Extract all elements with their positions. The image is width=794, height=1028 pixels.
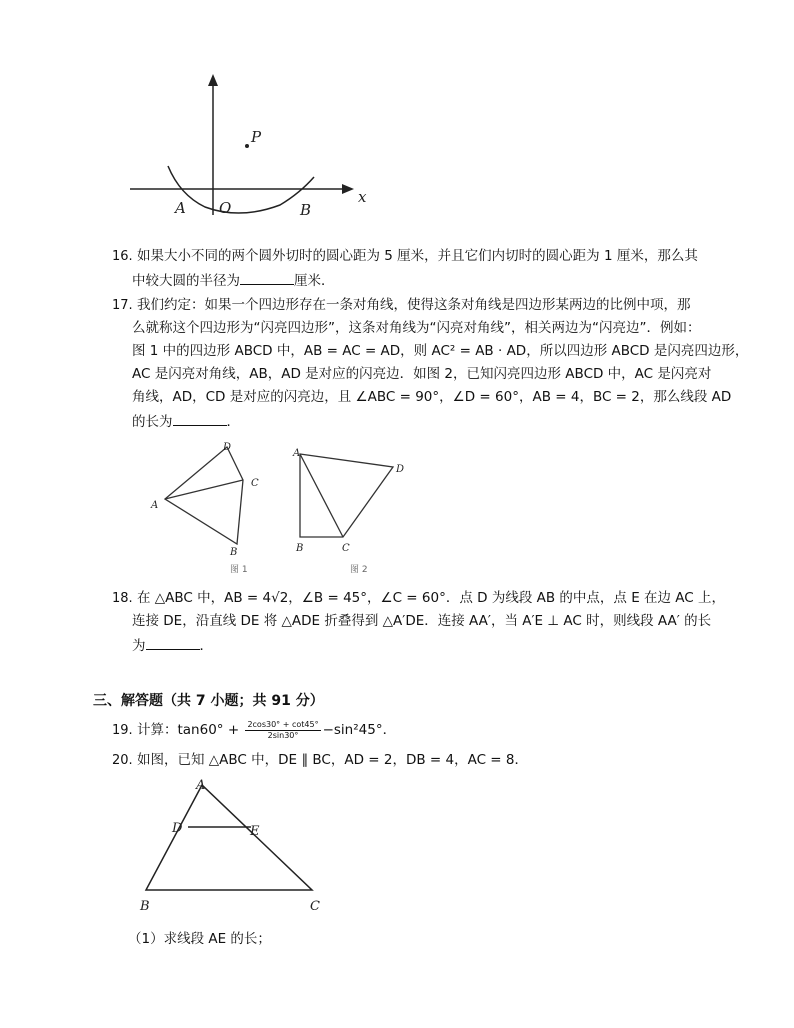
tri-label-c: C bbox=[310, 899, 320, 914]
point-p-dot bbox=[245, 144, 249, 148]
q16-answer-blank[interactable] bbox=[240, 270, 294, 285]
label-p: P bbox=[251, 128, 262, 146]
fig1-label-c: C bbox=[251, 478, 259, 489]
q19-fraction-denominator: 2sin30° bbox=[267, 730, 299, 740]
y-axis-arrow bbox=[208, 74, 218, 86]
q18-line1 bbox=[112, 589, 725, 608]
x-axis-arrow bbox=[342, 184, 354, 194]
q18-answer-blank[interactable] bbox=[146, 635, 200, 650]
q17-number: 17. bbox=[112, 298, 133, 313]
tri-label-d: D bbox=[172, 821, 183, 836]
section-3-title: 三、解答题（共 7 小题；共 91 分） bbox=[93, 693, 324, 709]
fig2-label-c: C bbox=[342, 543, 350, 554]
label-a: A bbox=[175, 199, 186, 217]
q18-line2: 连接 DE，沿直线 DE 将 △ADE 折叠得到 △A′DE．连接 AA′，当 A′E ⊥ AC 时，则线段 AA′ 的长 bbox=[132, 613, 712, 629]
label-x: x bbox=[358, 188, 367, 206]
label-b: B bbox=[300, 201, 312, 219]
q18-text-line3-pre: 为 bbox=[132, 638, 146, 654]
q16-number: 16. bbox=[112, 249, 133, 264]
q17-text-line1: 我们约定：如果一个四边形存在一条对角线，使得这条对角线是四边形某两边的比例中项，那 bbox=[136, 297, 691, 313]
q19-suffix: −sin²45°． bbox=[322, 722, 397, 738]
q17-line6 bbox=[132, 411, 240, 431]
q17-figure-2 bbox=[290, 445, 420, 580]
q18-number: 18. bbox=[112, 591, 133, 606]
q19-prefix: 计算：tan60° + bbox=[136, 722, 240, 738]
q17-line4: AC 是闪亮对角线，AB，AD 是对应的闪亮边．如图 2，已知闪亮四边形 ABCD 中，AC 是闪亮对 bbox=[132, 366, 712, 382]
q18-text-line1: 在 △ABC 中，AB = 4√2，∠B = 45°，∠C = 60°．点 D 为线段 AB 的中点，点 E 在边 AC 上， bbox=[136, 590, 726, 606]
fig2-label-a: A bbox=[293, 448, 301, 459]
q17-answer-blank[interactable] bbox=[173, 411, 227, 426]
triangle-abc bbox=[146, 785, 312, 890]
q17-figure-1 bbox=[145, 438, 275, 578]
fig2-diagonal-ac bbox=[300, 454, 343, 537]
q19-fraction-numerator: 2cos30° + cot45° bbox=[247, 719, 319, 729]
fig2-label-d: D bbox=[396, 464, 405, 475]
tri-label-b: B bbox=[140, 899, 150, 914]
q17-line3: 图 1 中的四边形 ABCD 中，AB = AC = AD，则 AC² = AB · AD，所以四边形 ABCD 是闪亮四边形， bbox=[132, 343, 749, 359]
q17-text-line6-pre: 的长为 bbox=[132, 414, 173, 430]
q20-line1 bbox=[112, 751, 528, 770]
fig1-label-b: B bbox=[230, 547, 238, 558]
q18-text-line3-post: ． bbox=[199, 638, 213, 654]
tri-label-a: A bbox=[196, 778, 206, 793]
q16-text-line1: 如果大小不同的两个圆外切时的圆心距为 5 厘米，并且它们内切时的圆心距为 1 厘米，那么其 bbox=[136, 248, 698, 264]
fig2-caption: 图 2 bbox=[350, 565, 368, 575]
q20-triangle-figure bbox=[130, 773, 340, 918]
q19-number: 19. bbox=[112, 723, 133, 738]
fig1-label-d: D bbox=[223, 442, 232, 453]
tri-label-e: E bbox=[250, 824, 260, 839]
q16-text-line2-post: 厘米． bbox=[294, 273, 335, 289]
q20-text-line1: 如图，已知 △ABC 中，DE ∥ BC，AD = 2，DB = 4，AC = 8． bbox=[136, 752, 529, 768]
q17-line5: 角线，AD，CD 是对应的闪亮边，且 ∠ABC = 90°，∠D = 60°，AB = 4，BC = 2，那么线段 AD bbox=[132, 389, 732, 405]
q16-line2 bbox=[132, 270, 335, 290]
q19-line bbox=[112, 719, 396, 742]
figure-coordinate-axes bbox=[120, 70, 380, 220]
q16-text-line2-pre: 中较大圆的半径为 bbox=[132, 273, 240, 289]
fig1-label-a: A bbox=[151, 500, 159, 511]
q20-sub1: （1）求线段 AE 的长； bbox=[128, 931, 271, 947]
q19-fraction bbox=[245, 720, 320, 741]
q20-number: 20. bbox=[112, 753, 133, 768]
fig2-quadrilateral bbox=[300, 454, 393, 537]
fig1-caption: 图 1 bbox=[230, 565, 248, 575]
q17-line1 bbox=[112, 296, 690, 315]
fig2-label-b: B bbox=[296, 543, 304, 554]
q17-line2: 么就称这个四边形为“闪亮四边形”，这条对角线为“闪亮对角线”，相关两边为“闪亮边”．例如： bbox=[132, 320, 701, 336]
q17-text-line6-post: ． bbox=[226, 414, 240, 430]
q18-line3 bbox=[132, 635, 213, 655]
label-o: O bbox=[219, 199, 232, 217]
q16-line1 bbox=[112, 247, 698, 266]
